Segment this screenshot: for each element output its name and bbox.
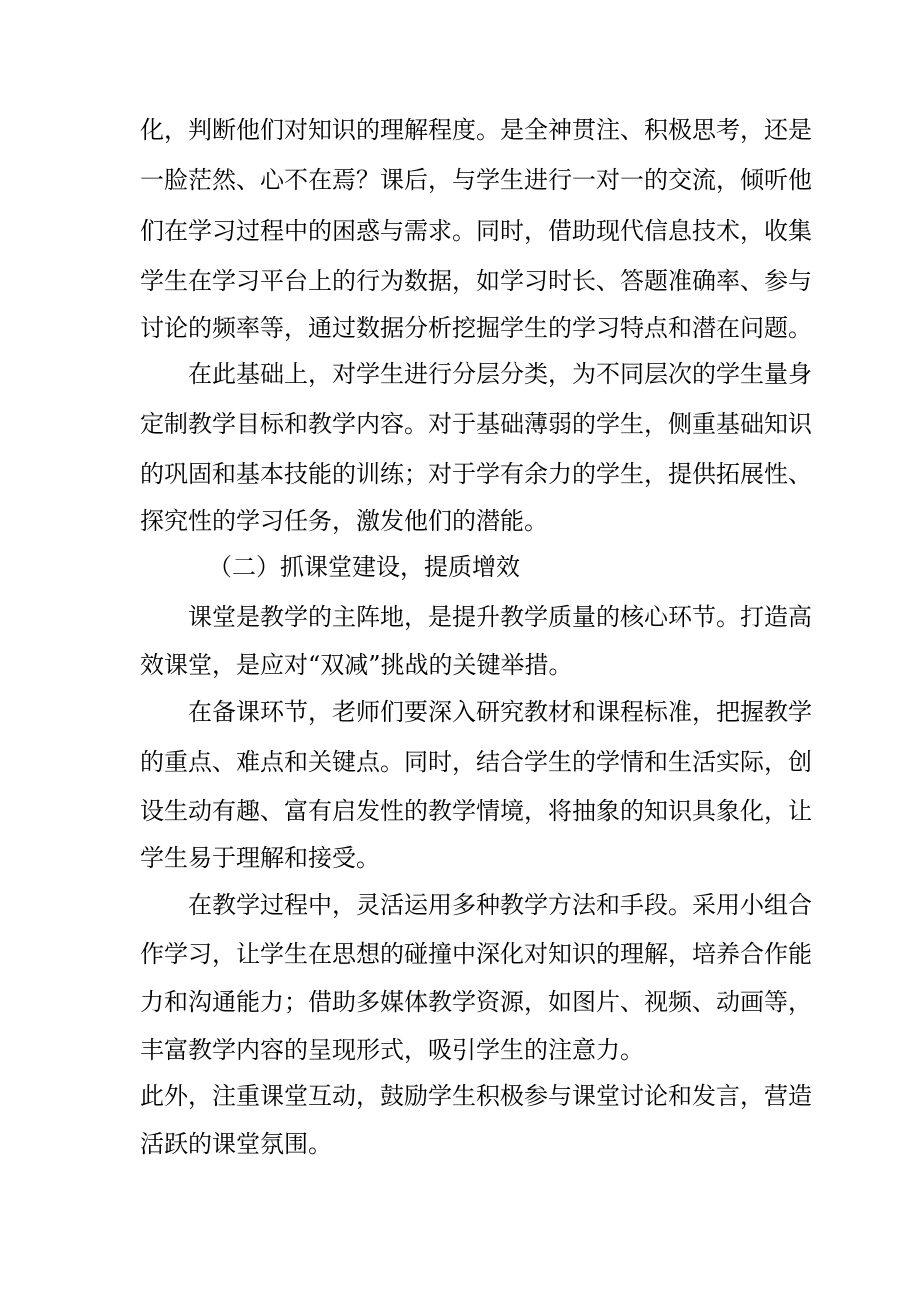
paragraph-3-line-2: 效课堂，是应对“双减”挑战的关键举措。: [140, 651, 573, 679]
paragraph-5-line-1: 在教学过程中，灵活运用多种教学方法和手段。采用小组合: [188, 891, 812, 919]
paragraph-4-line-2: 的重点、难点和关键点。同时，结合学生的学情和生活实际，创: [140, 748, 812, 776]
paragraph-2-line-2: 定制教学目标和教学内容。对于基础薄弱的学生，侧重基础知识: [140, 410, 812, 438]
paragraph-5-line-3: 力和沟通能力；借助多媒体教学资源，如图片、视频、动画等，: [140, 988, 812, 1016]
paragraph-4-line-1: 在备课环节，老师们要深入研究教材和课程标准，把握教学: [188, 698, 812, 726]
paragraph-2-line-3: 的巩固和基本技能的训练；对于学有余力的学生，提供拓展性、: [140, 460, 812, 488]
paragraph-2-line-1: 在此基础上，对学生进行分层分类，为不同层次的学生量身: [188, 360, 812, 388]
paragraph-3-line-1: 课堂是教学的主阵地，是提升教学质量的核心环节。打造高: [188, 603, 812, 631]
paragraph-5-line-2: 作学习，让学生在思想的碰撞中深化对知识的理解，培养合作能: [140, 940, 812, 968]
paragraph-4-line-4: 学生易于理解和接受。: [140, 844, 380, 872]
paragraph-4-line-3: 设生动有趣、富有启发性的教学情境，将抽象的知识具象化，让: [140, 797, 812, 825]
paragraph-1-line-3: 们在学习过程中的困惑与需求。同时，借助现代信息技术，收集: [140, 217, 812, 245]
paragraph-1-line-5: 讨论的频率等，通过数据分析挖掘学生的学习特点和潜在问题。: [140, 314, 812, 342]
paragraph-2-line-4: 探究性的学习任务，激发他们的潜能。: [140, 507, 548, 535]
paragraph-1-line-2: 一脸茫然、心不在焉？课后，与学生进行一对一的交流，倾听他: [140, 166, 812, 194]
section-heading: （二）抓课堂建设，提质增效: [208, 553, 520, 581]
paragraph-5-line-4: 丰富教学内容的呈现形式，吸引学生的注意力。: [140, 1036, 644, 1064]
paragraph-1-line-4: 学生在学习平台上的行为数据，如学习时长、答题准确率、参与: [140, 267, 812, 295]
paragraph-6-line-1: 此外，注重课堂互动，鼓励学生积极参与课堂讨论和发言，营造: [140, 1082, 812, 1110]
paragraph-6-line-2: 活跃的课堂氛围。: [140, 1130, 332, 1158]
paragraph-1-line-1: 化，判断他们对知识的理解程度。是全神贯注、积极思考，还是: [140, 116, 812, 144]
